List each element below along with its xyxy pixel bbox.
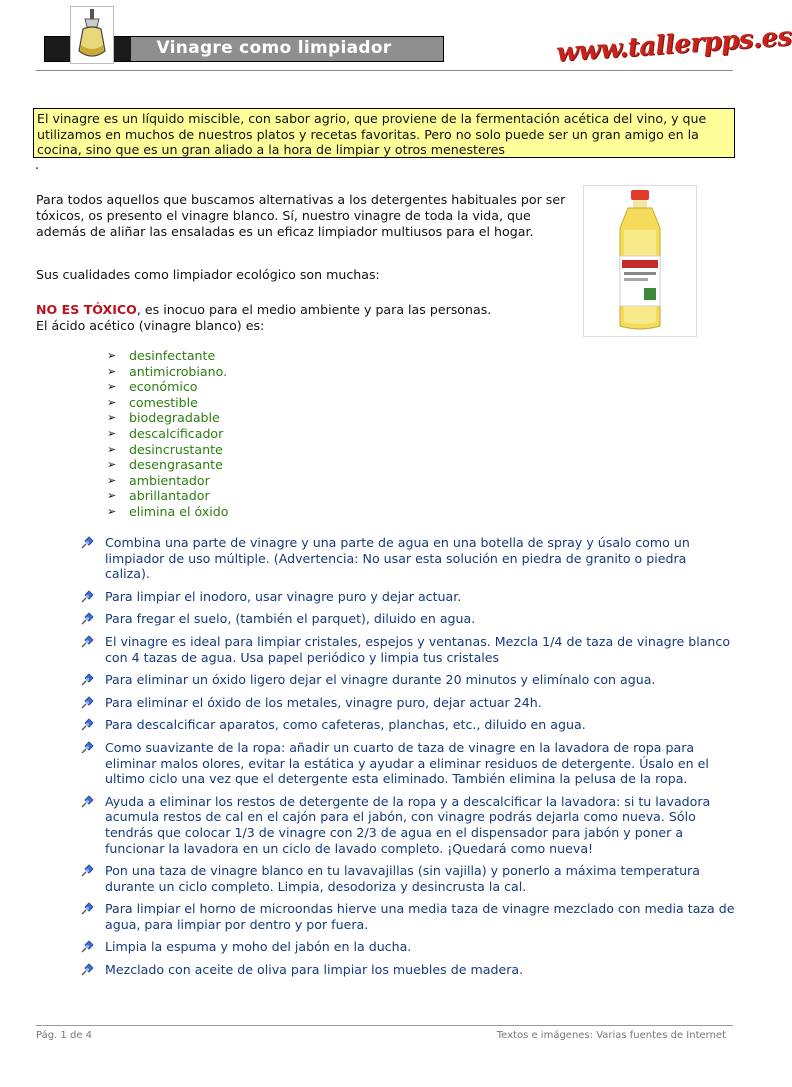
- tip-text: Para descalcificar aparatos, como cafeteras, planchas, etc., diluido en agua.: [105, 717, 586, 733]
- tip-item: [80, 695, 735, 711]
- non-toxic-text: , es inocuo para el medio ambiente y para las personas.: [136, 302, 492, 317]
- page-number: Pág. 1 de 4: [36, 1030, 92, 1041]
- page-title: Vinagre como limpiador: [156, 38, 392, 58]
- property-label: antimicrobiano.: [129, 363, 228, 379]
- tips-list: [80, 535, 735, 985]
- pushpin-icon: [80, 963, 94, 977]
- property-label: descalcificador: [129, 425, 224, 441]
- tip-text: Mezclado con aceite de oliva para limpiar los muebles de madera.: [105, 962, 524, 978]
- property-item: [107, 379, 228, 395]
- tip-text: El vinagre es ideal para limpiar cristales, espejos y ventanas. Mezcla 1/4 de taza de vinagre blanco con 4 tazas de agua. Usa papel periódico y limpia tus cristales: [105, 633, 731, 665]
- arrow-bullet-icon: ➢: [107, 489, 117, 503]
- property-item: [107, 473, 228, 489]
- arrow-bullet-icon: ➢: [107, 426, 117, 440]
- property-label: ambientador: [129, 472, 210, 488]
- tip-item: [80, 672, 735, 688]
- property-label: abrillantador: [129, 488, 210, 504]
- pushpin-icon: [80, 612, 94, 626]
- tip-item: [80, 535, 735, 582]
- tip-text: Para limpiar el inodoro, usar vinagre puro y dejar actuar.: [105, 588, 462, 604]
- pushpin-icon: [80, 590, 94, 604]
- paragraph-alternatives: Para todos aquellos que buscamos alternativas a los detergentes habituales por ser tóxicos, os presento el vinagre blanco. Sí, nuestro vinagre de toda la vida, que además de aliñar las ensaladas es un eficaz limpiador multiusos para el hogar.: [36, 192, 566, 239]
- property-label: desinfectante: [129, 348, 216, 363]
- pushpin-icon: [80, 696, 94, 710]
- arrow-bullet-icon: ➢: [107, 458, 117, 472]
- pushpin-icon: [80, 940, 94, 954]
- property-item: [107, 426, 228, 442]
- pushpin-icon: [80, 864, 94, 878]
- property-item: [107, 348, 228, 364]
- tip-text: Combina una parte de vinagre y una parte de agua en una botella de spray y úsalo como un limpiador de uso múltiple. (Advertencia: No usar esta solución en piedra de granito o piedra caliza).: [105, 535, 690, 582]
- tip-item: [80, 611, 735, 627]
- tip-text: Para eliminar el óxido de los metales, vinagre puro, dejar actuar 24h.: [105, 694, 542, 710]
- arrow-bullet-icon: ➢: [107, 395, 117, 409]
- property-item: [107, 457, 228, 473]
- source-note: Textos e imágenes: Varias fuentes de Internet: [496, 1030, 726, 1041]
- property-label: desincrustante: [129, 441, 223, 457]
- tip-item: [80, 589, 735, 605]
- oil-cruet-icon: [70, 6, 114, 64]
- tip-text: Ayuda a eliminar los restos de detergente de la ropa y a descalcificar la lavadora: si tu lavadora acumula restos de cal en el cajón para el jabón, con vinagre podrás dejarla como nueva. Sólo tendrás que colocar 1/3 de vinagre con 2/3 de agua en el dispensador para jabón y poner a funcionar la lavadora en un ciclo de lavado completo. ¡Quedará como nueva!: [105, 793, 711, 856]
- arrow-bullet-icon: ➢: [107, 364, 117, 378]
- property-item: [107, 364, 228, 380]
- header-divider: [36, 70, 733, 71]
- tip-item: [80, 863, 735, 894]
- property-label: económico: [129, 379, 198, 395]
- tip-item: [80, 634, 735, 665]
- tip-text: Limpia la espuma y moho del jabón en la ducha.: [105, 939, 412, 955]
- property-label: elimina el óxido: [129, 503, 229, 519]
- site-logo[interactable]: www.tallerpps.es: [555, 21, 792, 69]
- paragraph-qualities: Sus cualidades como limpiador ecológico son muchas:: [36, 267, 380, 282]
- pushpin-icon: [80, 673, 94, 687]
- properties-list: [107, 348, 228, 520]
- paragraph-non-toxic: [36, 302, 566, 334]
- property-item: [107, 395, 228, 411]
- pushpin-icon: [80, 795, 94, 809]
- vinegar-bottle-image: [583, 185, 697, 337]
- arrow-bullet-icon: ➢: [107, 504, 117, 518]
- pushpin-icon: [80, 536, 94, 550]
- tip-text: Para limpiar el horno de microondas hierve una media taza de vinagre mezclado con media taza de agua, para limpiar por dentro y por fuera.: [105, 901, 735, 932]
- arrow-bullet-icon: ➢: [107, 442, 117, 456]
- page-header: [0, 0, 792, 80]
- pushpin-icon: [80, 741, 94, 755]
- tip-text: Para fregar el suelo, (también el parquet), diluido en agua.: [105, 611, 476, 627]
- tip-item: [80, 939, 735, 955]
- separator-dot: .: [35, 158, 40, 173]
- tip-item: [80, 962, 735, 978]
- arrow-bullet-icon: ➢: [107, 380, 117, 394]
- property-item: [107, 442, 228, 458]
- property-item: [107, 488, 228, 504]
- arrow-bullet-icon: ➢: [107, 473, 117, 487]
- arrow-bullet-icon: ➢: [107, 349, 117, 362]
- non-toxic-highlight: NO ES TÓXICO: [36, 302, 137, 317]
- property-item: [107, 410, 228, 426]
- tip-text: Pon una taza de vinagre blanco en tu lavavajillas (sin vajilla) y ponerlo a máxima temperatura durante un ciclo completo. Limpia, desodoriza y desincrusta la cal.: [105, 863, 700, 894]
- arrow-bullet-icon: ➢: [107, 411, 117, 425]
- property-item: [107, 504, 228, 520]
- tip-text: Como suavizante de la ropa: añadir un cuarto de taza de vinagre en la lavadora de ropa para eliminar malos olores, evitar la estática y ayudar a eliminar residuos de detergente. Úsalo en el ultimo ciclo una vez que el detergente esta eliminado. También elimina la pelusa de la ropa.: [105, 739, 709, 787]
- footer-divider: [36, 1025, 733, 1026]
- intro-box: El vinagre es un líquido miscible, con sabor agrio, que proviene de la fermentación acética del vino, y que utilizamos en muchos de nuestros platos y recetas favoritas. Pero no solo puede ser un gran amigo en la cocina, sino que es un gran aliado a la hora de limpiar y otros menesteres: [33, 108, 735, 158]
- tip-item: [80, 717, 735, 733]
- tip-item: [80, 794, 735, 856]
- property-label: biodegradable: [129, 410, 220, 426]
- pushpin-icon: [80, 718, 94, 732]
- tip-item: [80, 740, 735, 787]
- acetic-acid-line: El ácido acético (vinagre blanco) es:: [36, 318, 265, 333]
- tip-item: [80, 901, 735, 932]
- pushpin-icon: [80, 902, 94, 916]
- pushpin-icon: [80, 635, 94, 649]
- tip-text: Para eliminar un óxido ligero dejar el vinagre durante 20 minutos y elimínalo con agua.: [105, 672, 656, 688]
- property-label: comestible: [129, 394, 198, 410]
- property-label: desengrasante: [129, 457, 223, 473]
